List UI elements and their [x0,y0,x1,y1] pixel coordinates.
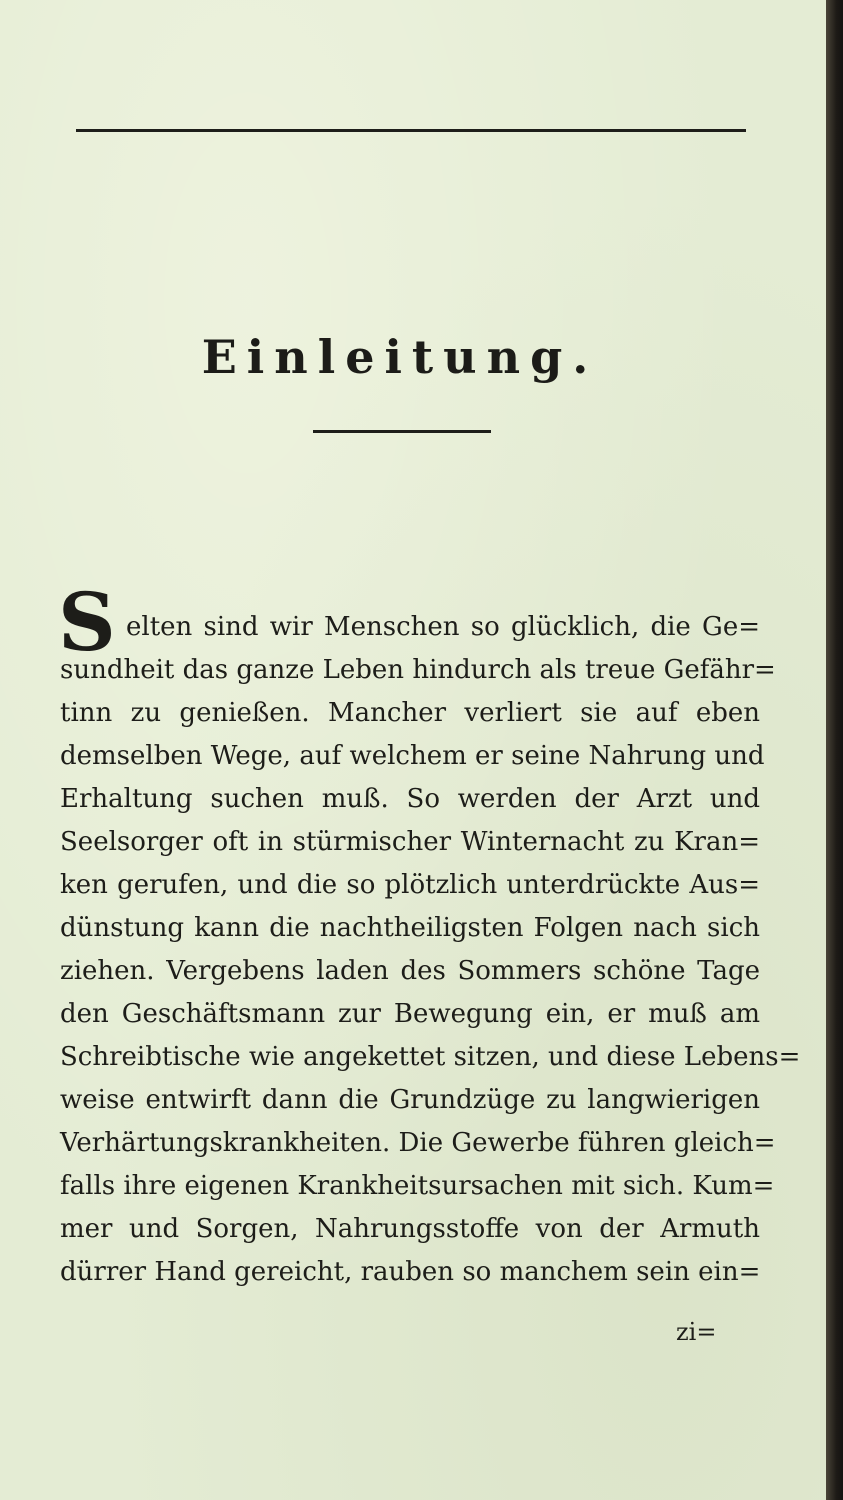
header-rule [76,129,746,132]
text-line: mer und Sorgen, Nahrungsstoffe von der Armuth [60,1214,760,1244]
text-line: ken gerufen, und die so plötzlich unterdrückte Aus= [60,870,760,900]
body-paragraph [60,606,801,1294]
text-line: den Geschäftsmann zur Bewegung ein, er muß am [60,999,760,1029]
text-line: Verhärtungskrankheiten. Die Gewerbe führen gleich= [60,1128,776,1158]
catchword: zi= [676,1318,717,1346]
text-line: Schreibtische wie angekettet sitzen, und diese Lebens= [60,1042,801,1072]
text-line: falls ihre eigenen Krankheitsursachen mit sich. Kum= [60,1171,775,1201]
text-line: dünstung kann die nachtheiligsten Folgen nach sich [60,913,760,943]
title-underline [313,430,491,433]
text-line: weise entwirft dann die Grundzüge zu langwierigen [60,1085,760,1115]
drop-cap-initial: S [58,575,116,669]
text-line: Erhaltung suchen muß. So werden der Arzt und [60,784,760,814]
text-line: demselben Wege, auf welchem er seine Nahrung und [60,741,765,771]
text-line: ziehen. Vergebens laden des Sommers schöne Tage [60,956,760,986]
text-line: tinn zu genießen. Mancher verliert sie auf eben [60,698,760,728]
text-line: elten sind wir Menschen so glücklich, die Ge= [126,612,760,642]
text-line: Seelsorger oft in stürmischer Winternacht zu Kran= [60,827,760,857]
text-line: dürrer Hand gereicht, rauben so manchem sein ein= [60,1257,761,1287]
text-line: sundheit das ganze Leben hindurch als treue Gefähr= [60,655,776,685]
chapter-title: Einleitung. [201,330,599,384]
book-edge-shadow [826,0,843,1500]
